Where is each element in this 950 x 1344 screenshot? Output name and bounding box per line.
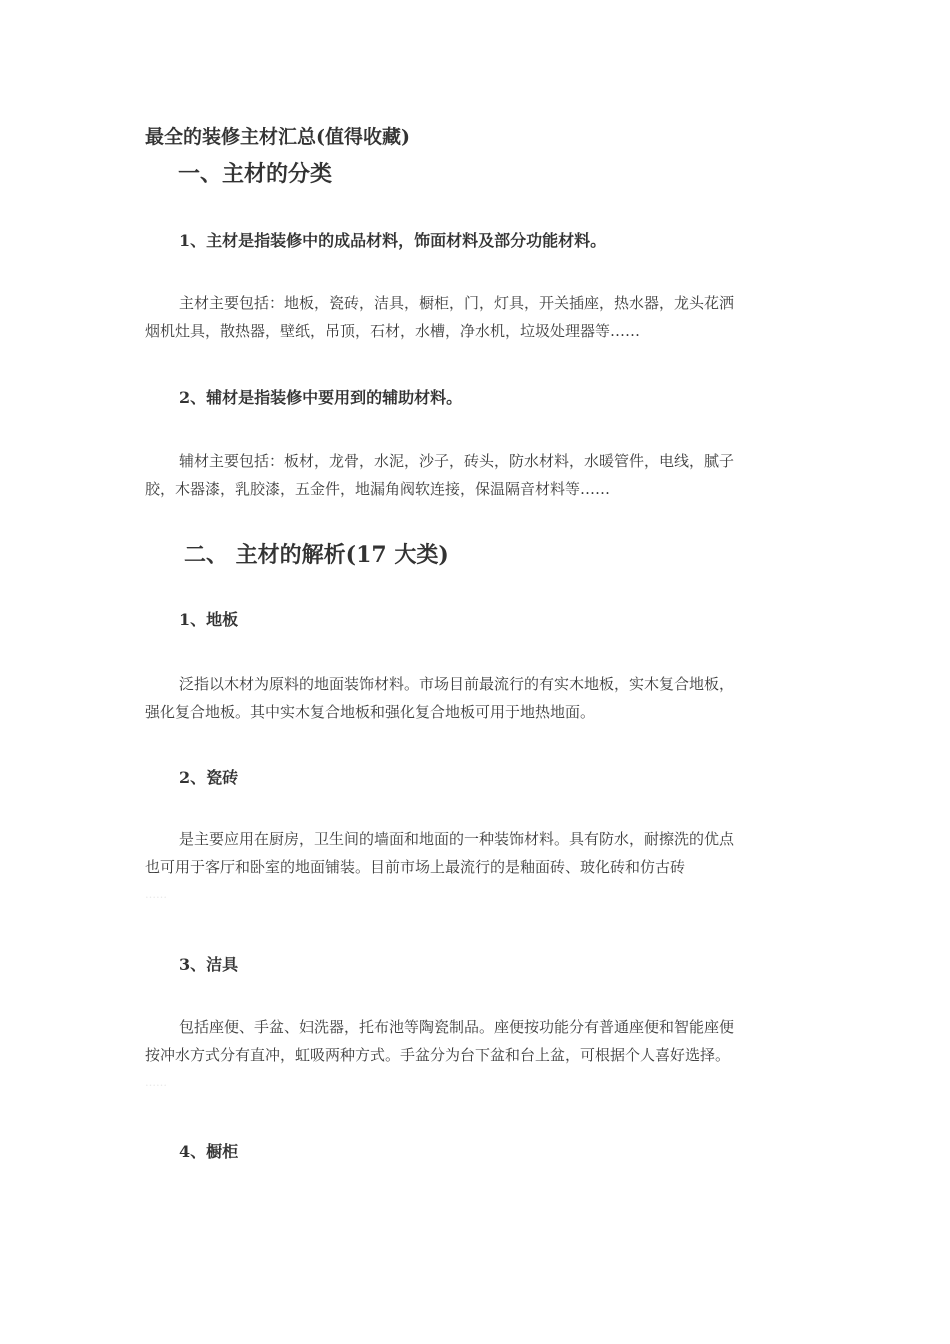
paragraph-line: 强化复合地板。其中实木复合地板和强化复合地板可用于地热地面。 — [145, 703, 596, 721]
paragraph-line: 包括座便、手盆、妇洗器，托布池等陶瓷制品。座便按功能分有普通座便和智能座便 — [179, 1018, 735, 1036]
paragraph-line: 辅材主要包括：板材，龙骨，水泥，沙子，砖头，防水材料，水暖管件，电线，腻子 — [179, 452, 735, 470]
floor-paragraph — [145, 670, 825, 726]
paragraph-line: 胶，木器漆，乳胶漆，五金件，地漏角阀软连接，保温隔音材料等…… — [145, 480, 611, 498]
section-1-heading: 一、主材的分类 — [178, 161, 333, 187]
paragraph-line: 也可用于客厅和卧室的地面铺装。目前市场上最流行的是釉面砖、玻化砖和仿古砖 — [145, 858, 686, 876]
paragraph-line: 是主要应用在厨房，卫生间的墙面和地面的一种装饰材料。具有防水，耐擦洗的优点 — [179, 830, 735, 848]
paragraph-line: 烟机灶具，散热器，壁纸，吊顶，石材，水槽，净水机，垃圾处理器等…… — [145, 322, 641, 340]
sanitary-heading: 3、洁具 — [179, 955, 239, 974]
item-1-paragraph — [145, 289, 825, 345]
item-2-paragraph — [145, 447, 825, 503]
item-2-heading: 2、辅材是指装修中要用到的辅助材料。 — [179, 388, 463, 407]
document-title: 最全的装修主材汇总(值得收藏) — [145, 126, 410, 148]
faint-mark: …… — [145, 1076, 167, 1089]
sanitary-paragraph — [145, 1013, 835, 1097]
paragraph-line: 按冲水方式分有直冲，虹吸两种方式。手盆分为台下盆和台上盆，可根据个人喜好选择。 — [145, 1046, 731, 1064]
tile-heading: 2、瓷砖 — [179, 768, 239, 787]
tile-paragraph — [145, 825, 825, 909]
faint-mark: …… — [145, 888, 167, 901]
paragraph-line: 泛指以木材为原料的地面装饰材料。市场目前最流行的有实木地板，实木复合地板， — [179, 675, 735, 693]
cabinet-heading: 4、橱柜 — [179, 1142, 239, 1161]
item-1-heading: 1、主材是指装修中的成品材料，饰面材料及部分功能材料。 — [179, 231, 607, 250]
section-2-heading: 二、 主材的解析(17 大类) — [184, 542, 449, 568]
floor-heading: 1、地板 — [179, 610, 239, 629]
paragraph-line: 主材主要包括：地板，瓷砖，洁具，橱柜，门，灯具，开关插座，热水器，龙头花洒 — [179, 294, 735, 312]
